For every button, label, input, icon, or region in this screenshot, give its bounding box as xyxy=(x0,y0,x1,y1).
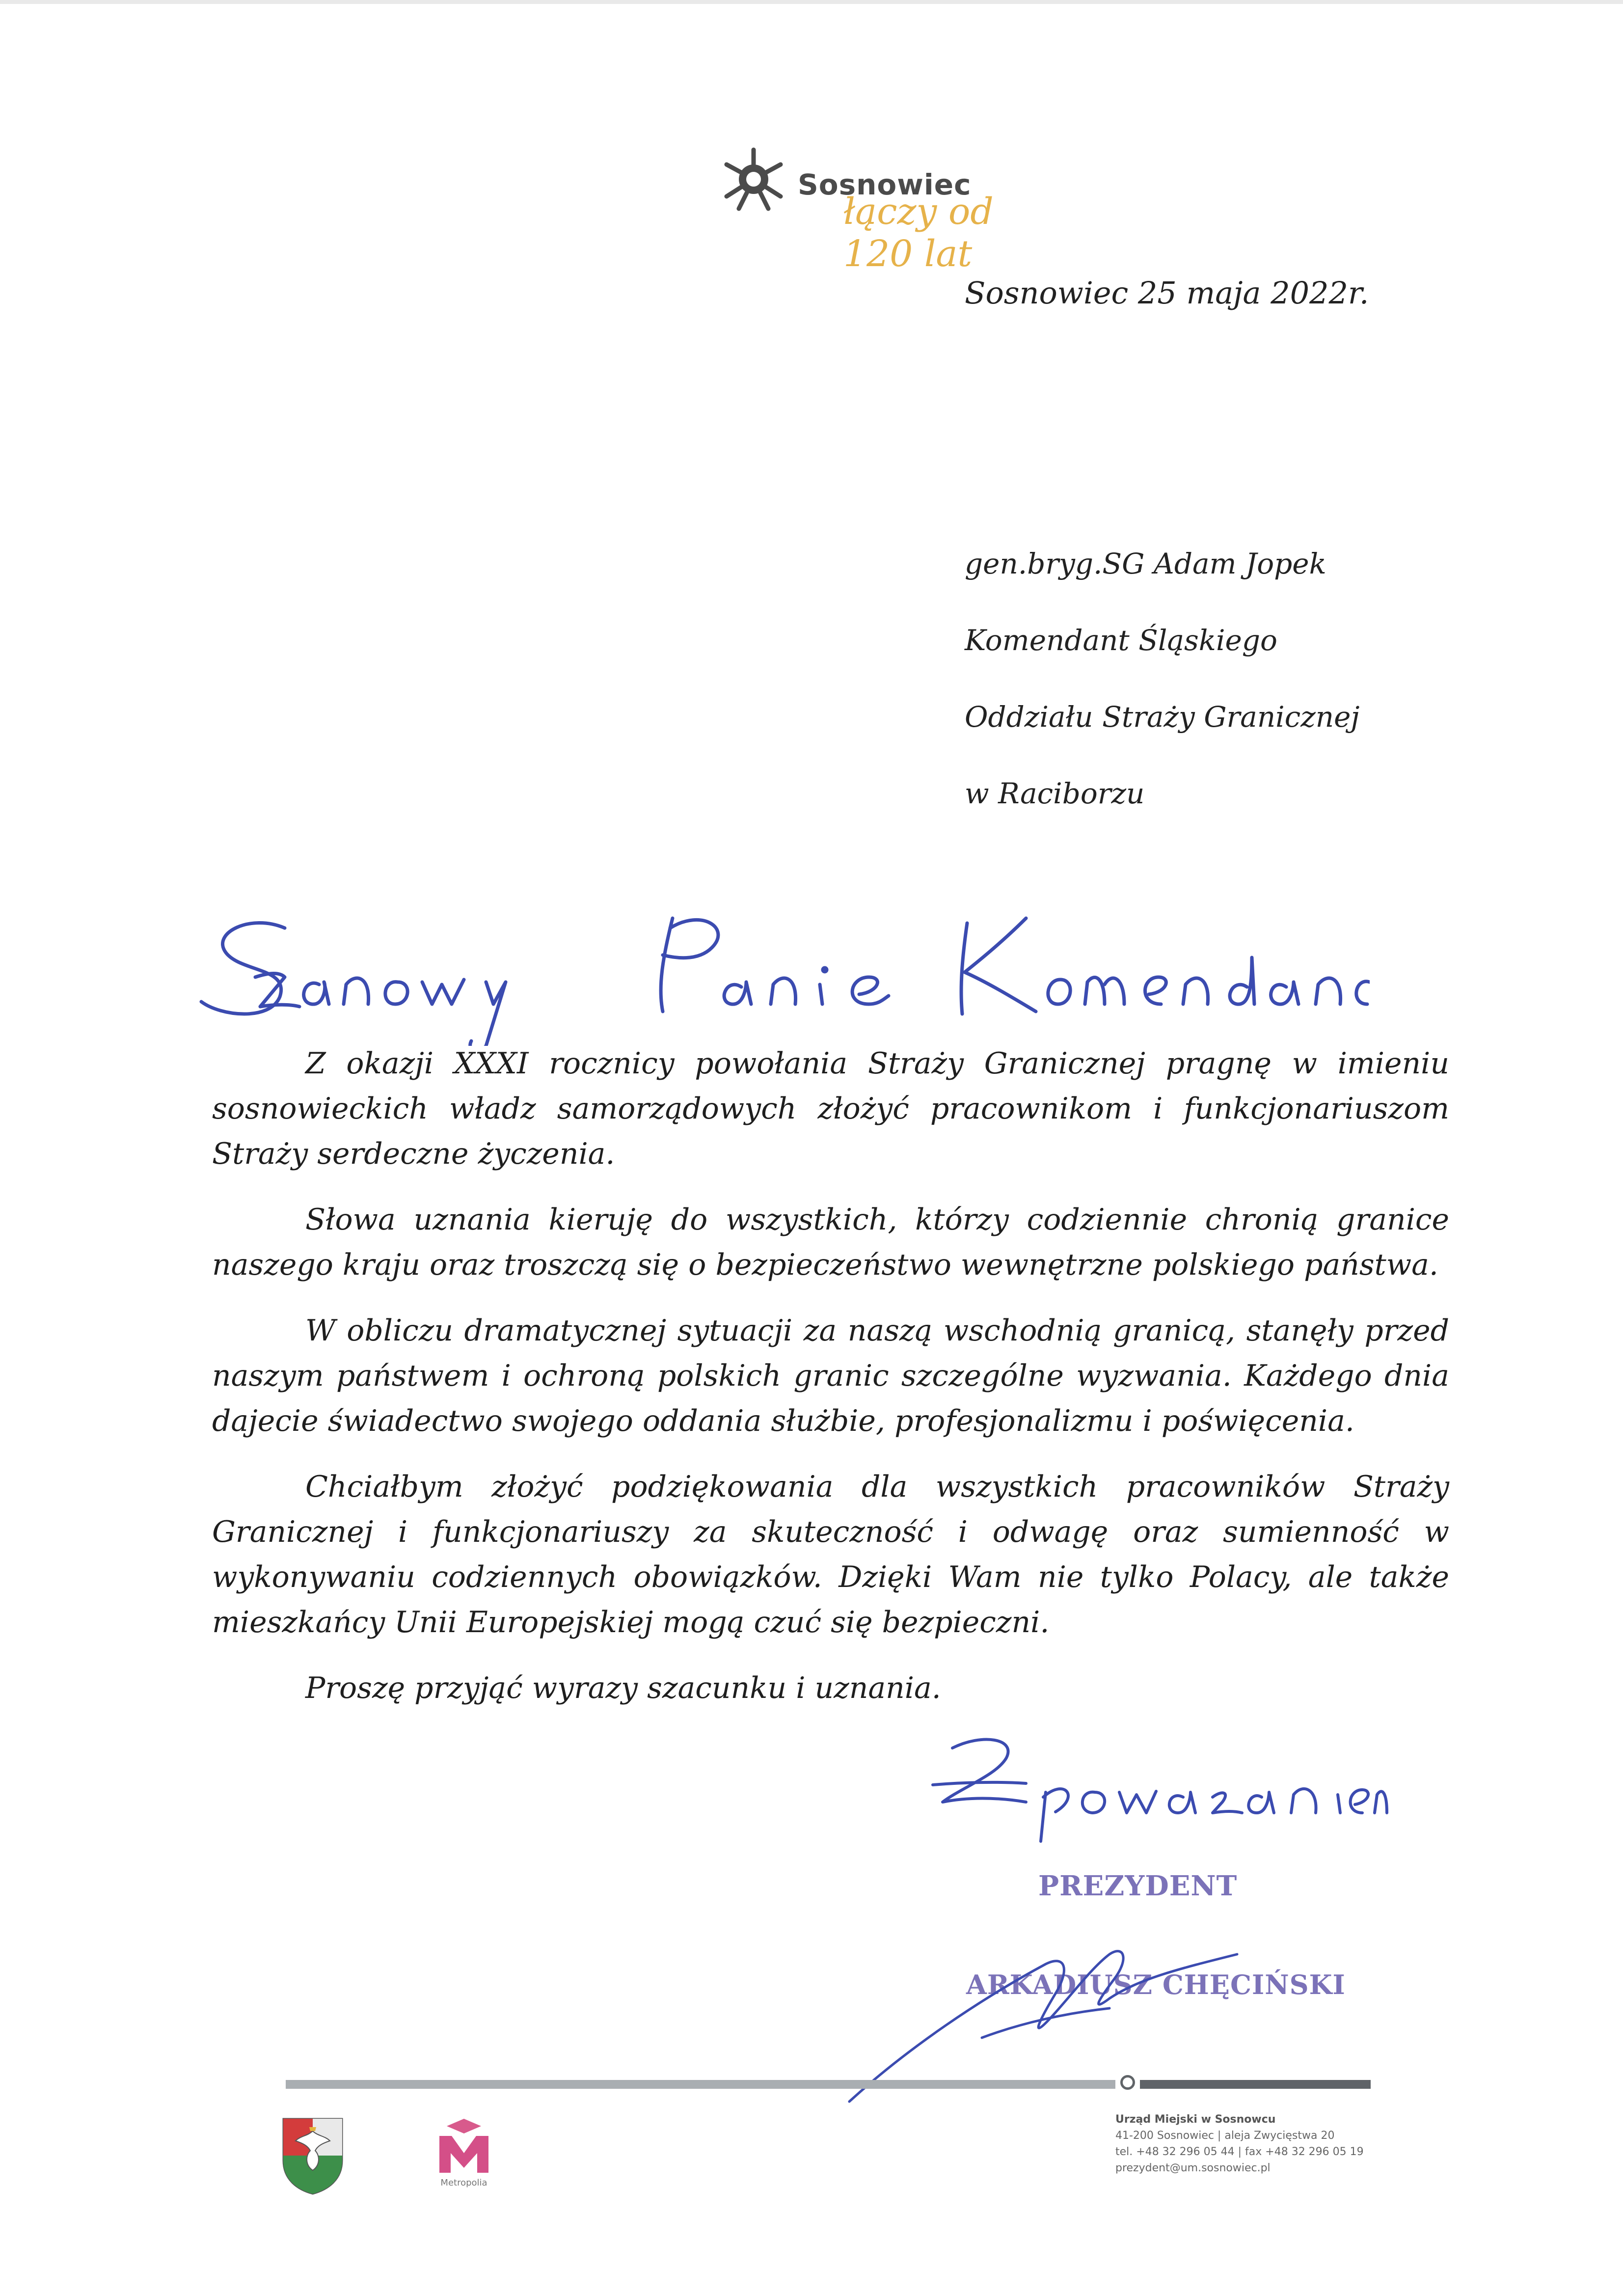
footer-email: prezydent@um.sosnowiec.pl xyxy=(1115,2162,1271,2174)
sun-icon xyxy=(717,142,790,216)
body-paragraph: Chciałbym złożyć podziękowania dla wszystkich pracowników Straży Granicznej i funkcjonariuszy za skuteczność i odwagę oraz sumienność w wykonywaniu codziennych obowiązków. Dzięki Wam nie tylko Polacy, ale także mieszkańcy Unii Europejskiej mogą czuć się bezpieczni. xyxy=(212,1470,1449,1640)
footer-divider xyxy=(286,2074,1371,2094)
stamp-title: PREZYDENT xyxy=(1038,1870,1238,1902)
footer-address xyxy=(1115,2111,1364,2176)
recipient-block xyxy=(965,525,1359,832)
handwritten-closing xyxy=(923,1728,1389,1851)
logo-slogan: łączy od 120 lat xyxy=(843,191,994,275)
letter-date: Sosnowiec 25 maja 2022r. xyxy=(965,275,1369,311)
footer-phone: tel. +48 32 296 05 44 | fax +48 32 296 05 19 xyxy=(1115,2146,1364,2158)
footer-street: 41-200 Sosnowiec | aleja Zwycięstwa 20 xyxy=(1115,2130,1335,2142)
body-paragraph: W obliczu dramatycznej sytuacji za naszą wschodnią granicą, stanęły przed naszym państwem i ochroną polskich granic szczególne wyzwania. Każdego dnia dajecie świadectwo swojego oddania służbie, profesjonalizmu i poświęcenia. xyxy=(212,1313,1449,1438)
letter-body xyxy=(212,1041,1449,1731)
coat-of-arms-icon xyxy=(281,2116,345,2195)
handwritten-salutation xyxy=(191,899,1370,1046)
recipient-line: w Raciborzu xyxy=(965,777,1145,810)
stamp-name: ARKADIUSZ CHĘCIŃSKI xyxy=(966,1969,1346,2000)
logo-city-name: Sosnowiec xyxy=(798,168,972,201)
metropolia-label: Metropolia xyxy=(440,2178,487,2188)
recipient-line: gen.bryg.SG Adam Jopek xyxy=(965,547,1326,580)
body-paragraph: Słowa uznania kieruję do wszystkich, którzy codziennie chronią granice naszego kraju oraz troszczą się o bezpieczeństwo wewnętrzne polskiego państwa. xyxy=(212,1203,1449,1282)
sosnowiec-logo xyxy=(717,133,1060,275)
metropolia-icon xyxy=(432,2116,496,2178)
scan-top-edge xyxy=(0,0,1623,4)
metropolia-logo xyxy=(432,2116,496,2195)
body-paragraph: Z okazji XXXI rocznicy powołania Straży Granicznej pragnę w imieniu sosnowieckich władz samorządowych złożyć pracownikom i funkcjonariuszom Straży serdeczne życzenia. xyxy=(212,1046,1449,1171)
recipient-line: Oddziału Straży Granicznej xyxy=(965,700,1360,734)
footer-office-name: Urząd Miejski w Sosnowcu xyxy=(1115,2113,1276,2126)
recipient-line: Komendant Śląskiego xyxy=(965,624,1277,657)
body-paragraph: Proszę przyjąć wyrazy szacunku i uznania. xyxy=(305,1671,941,1705)
